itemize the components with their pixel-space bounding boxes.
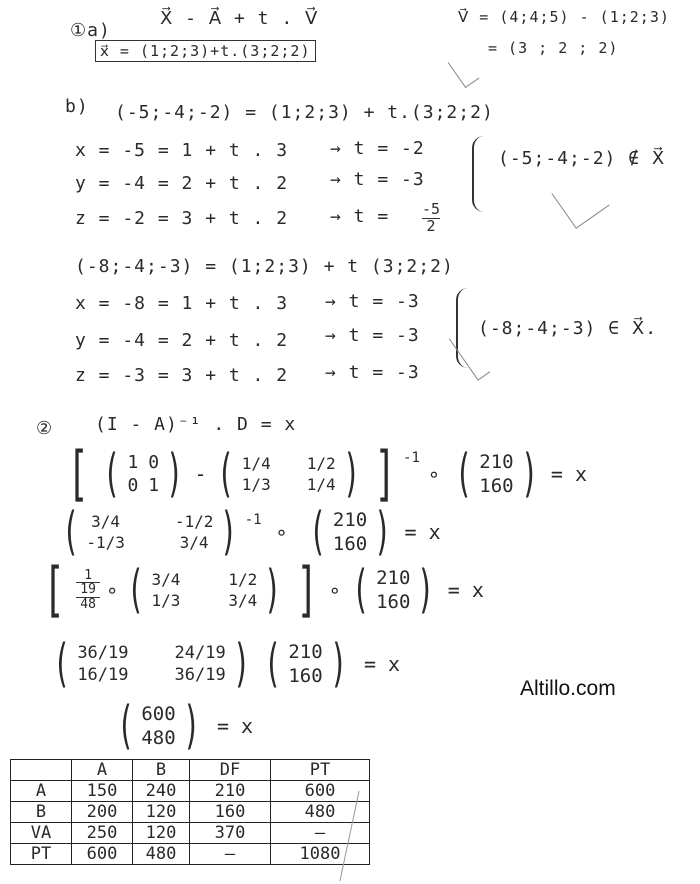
table-header-row bbox=[11, 760, 370, 781]
d-vector bbox=[288, 641, 322, 687]
ex1b-p2-z-row: z = -3 = 3 + t . 2 bbox=[75, 365, 289, 386]
inverse-matrix bbox=[77, 643, 225, 685]
matrix-cell: 3/4 bbox=[179, 533, 209, 552]
matrix-cell: 3/4 bbox=[151, 570, 181, 589]
ex1b-p1-z-fraction bbox=[422, 202, 440, 235]
table-header-cell: DF bbox=[190, 760, 271, 781]
matrix-cell: 0 bbox=[127, 475, 139, 496]
ex2-step4 bbox=[46, 634, 401, 694]
matrix-cell: -1/3 bbox=[86, 533, 125, 552]
table-header-cell: PT bbox=[271, 760, 370, 781]
dot-operator: ∘ bbox=[328, 578, 341, 602]
vector-cell: 210 bbox=[288, 641, 323, 663]
table-cell: 120 bbox=[133, 823, 190, 844]
matrix-cell: 1 bbox=[127, 452, 139, 473]
vector-cell: 210 bbox=[479, 451, 514, 473]
matrix-cell: 1/3 bbox=[241, 475, 271, 494]
ex1b-p2-y-row: y = -4 = 2 + t . 2 bbox=[75, 330, 289, 351]
matrix-cell: 0 bbox=[148, 452, 160, 473]
ex1b-p2-y-result: → t = -3 bbox=[325, 325, 420, 346]
matrix-cell: 36/19 bbox=[77, 643, 129, 663]
left-paren: ( bbox=[117, 696, 135, 756]
table-header-cell: A bbox=[72, 760, 133, 781]
ex1b-p2-x-row: x = -8 = 1 + t . 3 bbox=[75, 293, 289, 314]
right-paren: ) bbox=[374, 502, 392, 562]
vector-cell: 160 bbox=[479, 475, 514, 497]
fraction-denominator: 2 bbox=[426, 216, 436, 235]
matrix-cell: 1 bbox=[148, 475, 160, 496]
right-paren: ) bbox=[264, 560, 282, 620]
watermark: Altillo.com bbox=[520, 677, 616, 700]
table-cell: 240 bbox=[133, 781, 190, 802]
table-cell: 160 bbox=[190, 802, 271, 823]
table-cell: — bbox=[271, 823, 370, 844]
step-result: = x bbox=[404, 520, 441, 544]
right-paren: ) bbox=[220, 502, 238, 562]
right-paren: ) bbox=[166, 444, 184, 504]
vector-cell: 210 bbox=[332, 509, 368, 531]
ex1b-p1-y-result: → t = -3 bbox=[330, 169, 425, 190]
table-cell: 200 bbox=[72, 802, 133, 823]
matrix-cell: 3/4 bbox=[228, 591, 258, 610]
right-paren: ) bbox=[182, 696, 200, 756]
table-cell: 150 bbox=[72, 781, 133, 802]
dot-operator: ∘ bbox=[275, 520, 288, 544]
fraction-numerator: -5 bbox=[422, 200, 441, 218]
left-paren: ( bbox=[308, 502, 326, 562]
dot-operator: ∘ bbox=[427, 462, 440, 486]
left-paren: ( bbox=[264, 634, 282, 694]
left-bracket: [ bbox=[43, 555, 65, 625]
result-vector bbox=[141, 703, 175, 749]
table-cell: 250 bbox=[72, 823, 133, 844]
matrix-cell: 1/2 bbox=[228, 570, 258, 589]
vector-cell: 160 bbox=[288, 665, 323, 687]
right-paren: ) bbox=[232, 634, 250, 694]
table-cell: 1080 bbox=[271, 844, 370, 865]
matrix-cell: 36/19 bbox=[174, 665, 226, 685]
table-cell: — bbox=[190, 844, 271, 865]
d-vector bbox=[479, 451, 513, 497]
right-bracket: ] bbox=[295, 555, 318, 625]
step-result: = x bbox=[550, 462, 588, 486]
table-cell: PT bbox=[11, 844, 72, 865]
matrix-cell: 16/19 bbox=[77, 665, 129, 685]
ex1b-p2-conclusion: (-8;-4;-3) ∈ X⃗. bbox=[478, 318, 658, 339]
vector-cell: 480 bbox=[141, 727, 176, 749]
adjugate-matrix bbox=[151, 570, 257, 610]
minus-sign: - bbox=[194, 462, 207, 486]
ex2-equation: (I - A)⁻¹ . D = x bbox=[95, 414, 297, 435]
left-paren: ( bbox=[351, 560, 370, 620]
matrix-cell: 24/19 bbox=[174, 643, 226, 663]
ex2-label: ② bbox=[36, 418, 54, 439]
vector-cell: 600 bbox=[141, 703, 176, 725]
step-result: = x bbox=[216, 714, 254, 738]
table-row bbox=[11, 823, 370, 844]
ex1b-p1-brace bbox=[472, 136, 484, 212]
i-minus-a-matrix bbox=[86, 512, 213, 552]
fraction-denominator: 48 bbox=[80, 596, 96, 612]
vector-cell: 210 bbox=[376, 567, 411, 589]
ex2-step2 bbox=[55, 502, 441, 562]
step-result: = x bbox=[447, 578, 484, 602]
table-cell: 210 bbox=[190, 781, 271, 802]
inverse-exponent: -1 bbox=[403, 450, 420, 466]
left-paren: ( bbox=[217, 444, 235, 504]
ex1b-p1-x-result: → t = -2 bbox=[330, 138, 425, 159]
step-result: = x bbox=[363, 652, 401, 676]
table-row bbox=[11, 802, 370, 823]
table-header-cell: B bbox=[133, 760, 190, 781]
left-paren: ( bbox=[454, 444, 473, 504]
left-paren: ( bbox=[62, 502, 80, 562]
table-cell: B bbox=[11, 802, 72, 823]
d-vector bbox=[333, 509, 367, 555]
ex1b-p1-x-row: x = -5 = 1 + t . 3 bbox=[75, 140, 289, 161]
ex1a-direction-vector-calc: V⃗ = (4;4;5) - (1;2;3) bbox=[458, 8, 670, 26]
left-paren: ( bbox=[127, 560, 145, 620]
ex1a-vector-equation: X⃗ - A⃗ + t . V⃗ bbox=[160, 8, 319, 29]
left-bracket: [ bbox=[67, 439, 89, 509]
table-cell: 120 bbox=[133, 802, 190, 823]
matrix-cell: 1/4 bbox=[306, 475, 336, 494]
ex2-step1 bbox=[60, 439, 588, 509]
table-cell: VA bbox=[11, 823, 72, 844]
vector-cell: 160 bbox=[376, 591, 411, 613]
dot-operator: ∘ bbox=[106, 578, 119, 602]
ex2-step3 bbox=[36, 555, 484, 625]
right-paren: ) bbox=[520, 444, 538, 504]
fraction-middle: 19 bbox=[80, 582, 96, 598]
fraction-numerator: 1 bbox=[84, 567, 93, 583]
table-cell: 600 bbox=[72, 844, 133, 865]
left-paren: ( bbox=[53, 634, 71, 694]
ex1b-p2-z-result: → t = -3 bbox=[325, 362, 420, 383]
table-cell: 480 bbox=[271, 802, 370, 823]
ex1b-p1-conclusion: (-5;-4;-2) ∉ X⃗ bbox=[498, 148, 666, 169]
table-row bbox=[11, 781, 370, 802]
table-row bbox=[11, 844, 370, 865]
right-paren: ) bbox=[329, 634, 347, 694]
table-header-cell bbox=[11, 760, 72, 781]
ex1b-p1-y-row: y = -4 = 2 + t . 2 bbox=[75, 173, 289, 194]
matrix-cell: 1/4 bbox=[241, 454, 271, 473]
ex1a-line-equation-boxed: x⃗ = (1;2;3)+t.(3;2;2) bbox=[95, 44, 316, 59]
a-matrix bbox=[242, 454, 336, 494]
table-cell: 480 bbox=[133, 844, 190, 865]
table-cell: 370 bbox=[190, 823, 271, 844]
determinant-fraction bbox=[76, 569, 100, 612]
ex1a-label: ①a) bbox=[70, 20, 111, 41]
ex1b-p1-z-result: → t = bbox=[330, 206, 390, 227]
ex1b-point1-equation: (-5;-4;-2) = (1;2;3) + t.(3;2;2) bbox=[115, 102, 494, 123]
vector-cell: 160 bbox=[332, 533, 368, 555]
table-cell: 600 bbox=[271, 781, 370, 802]
matrix-cell: 1/3 bbox=[151, 591, 181, 610]
ex1b-p1-z-row: z = -2 = 3 + t . 2 bbox=[75, 208, 289, 229]
ex1b-label: b) bbox=[65, 96, 89, 117]
ex1b-point2-equation: (-8;-4;-3) = (1;2;3) + t (3;2;2) bbox=[75, 256, 454, 277]
d-vector bbox=[376, 567, 410, 613]
identity-matrix bbox=[127, 452, 159, 496]
check-mark bbox=[448, 53, 480, 88]
check-mark bbox=[551, 170, 609, 229]
ex2-step5 bbox=[110, 696, 254, 756]
left-paren: ( bbox=[103, 444, 121, 504]
right-paren: ) bbox=[417, 560, 435, 620]
right-bracket: ] bbox=[374, 439, 396, 509]
matrix-cell: 1/2 bbox=[306, 454, 336, 473]
inverse-exponent: -1 bbox=[244, 512, 262, 528]
ex1b-p2-x-result: → t = -3 bbox=[325, 291, 420, 312]
table-cell: A bbox=[11, 781, 72, 802]
matrix-cell: 3/4 bbox=[91, 512, 121, 531]
matrix-cell: -1/2 bbox=[174, 512, 214, 531]
ex1a-direction-vector-result: = (3 ; 2 ; 2) bbox=[488, 39, 619, 57]
right-paren: ) bbox=[342, 444, 360, 504]
input-output-table bbox=[10, 759, 370, 865]
